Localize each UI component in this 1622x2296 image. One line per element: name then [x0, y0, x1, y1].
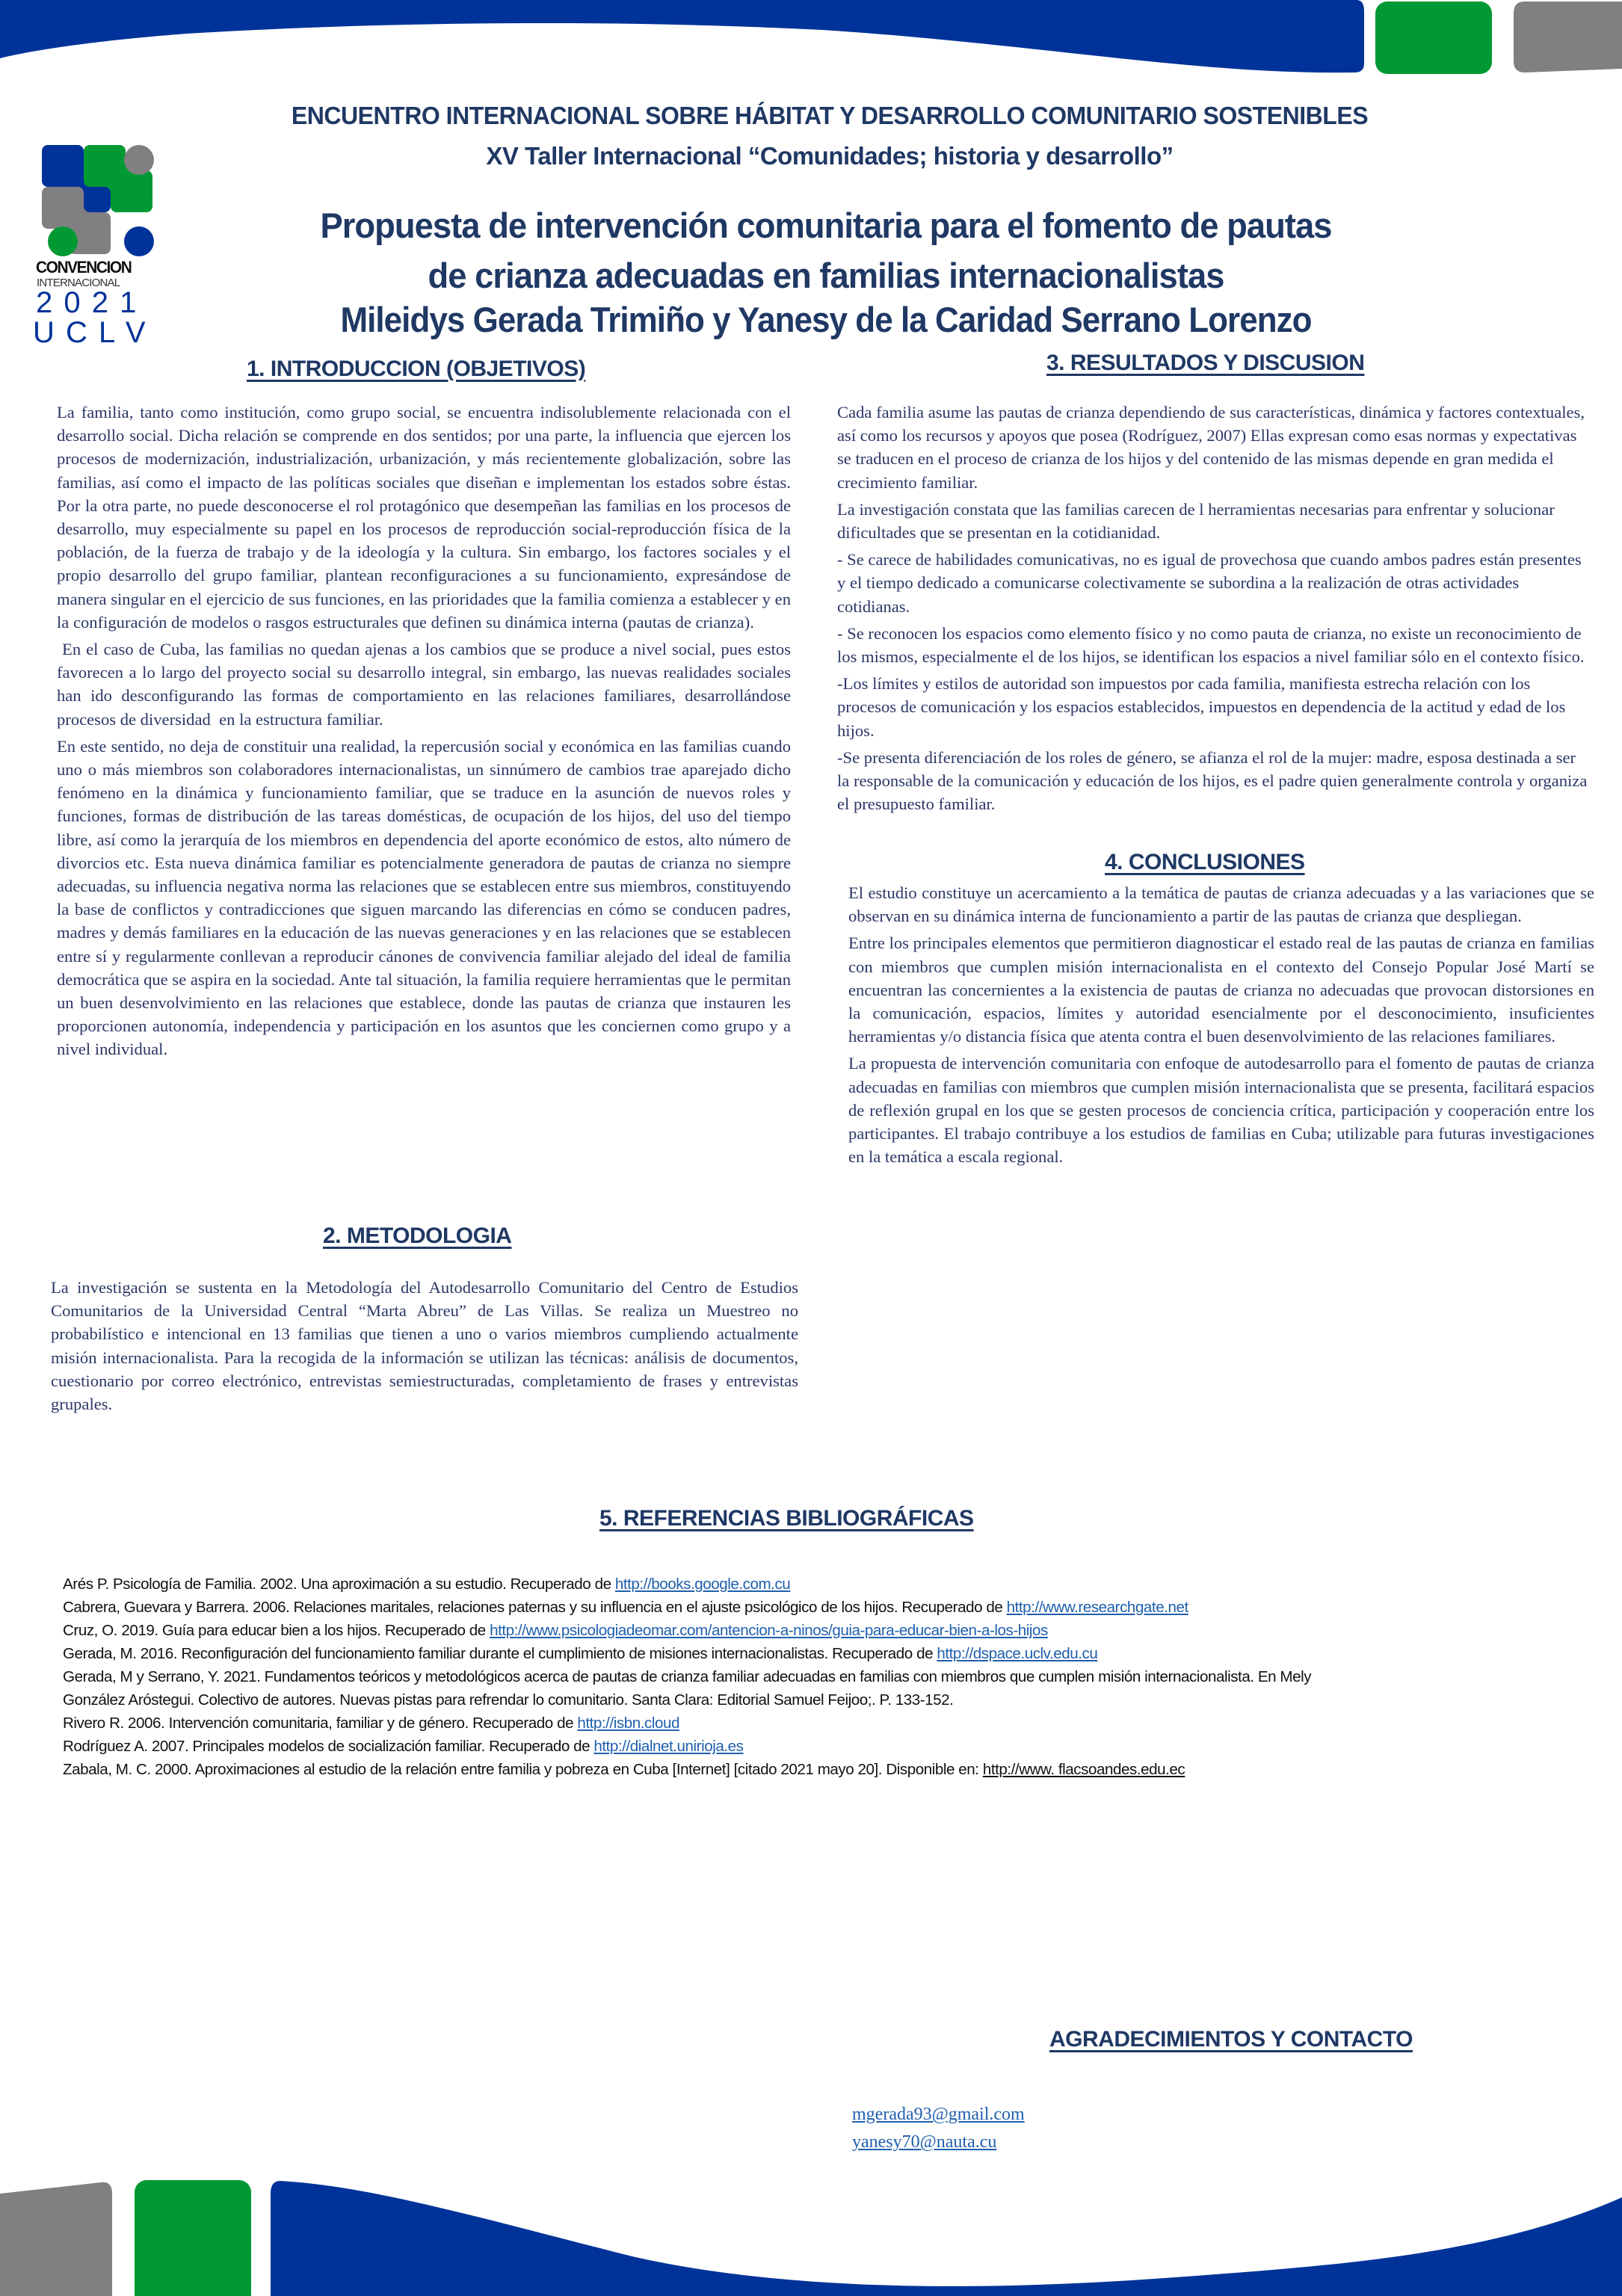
reference-link[interactable]: http://www.psicologiadeomar.com/antencion-a-ninos/guia-para-educar-bien-a-los-hijos	[490, 1622, 1048, 1639]
email-link[interactable]: yanesy70@nauta.cu	[852, 2132, 997, 2152]
top-green-block	[1375, 1, 1492, 74]
top-blue-wave	[0, 0, 1364, 72]
reference-link[interactable]: http://dialnet.unirioja.es	[593, 1738, 744, 1755]
intro-text	[57, 401, 795, 1065]
reference-item	[63, 1712, 1588, 1735]
logo-internacional: INTERNACIONAL	[37, 277, 120, 289]
intro-paragraph: La familia, tanto como institución, como grupo social, se encuentra indisolublemente relacionada con el desarrollo social. Dicha relación se comprende en dos sentidos; por una parte, la influencia que ejercen los procesos de modernización, industrialización, urbanización, y más recientemente globalización, sobre las familias, así como el impacto de las políticas sociales que diseñan e implementan los estados sobre éstas. Por la otra parte, no puede desconocerse el rol protagónico que desempeñan las familias en los procesos de desarrollo, muy especialmente su papel en los procesos de reproducción social-reproducción física de la población, de la fuerza de trabajo y de la ideología y la cultura. Sin embargo, los factores sociales y el propio desarrollo del grupo familiar, plantean reconfiguraciones a su funcionamiento, expresándose de manera singular en el ejercicio de sus funciones, en las prioridades que la familia comienza a establecer y en la configuración de modelos o rasgos estructurales que definen su dinámica interna (pautas de crianza).	[57, 403, 791, 632]
conclusions-paragraph: La propuesta de intervención comunitaria con enfoque de autodesarrollo para el fomento de pautas de crianza adecuadas en familias con miembros que cumplen misión internacionalista que se presenta, facilitará espacios de reflexión grupal en los que se gesten procesos de conciencia crítica, participación y cooperación entre los participantes. El trabajo contribuye a los estudios de familias en Cuba; utilizable para futuras investigaciones en la temática a escala regional.	[848, 1054, 1594, 1167]
results-paragraph: -Los límites y estilos de autoridad son impuestos por cada familia, manifiesta estrecha relación con los procesos de comunicación y los espacios establecidos, impuestos en dependencia de la actitud y edad de los hijos.	[837, 674, 1566, 740]
results-text	[837, 401, 1591, 819]
bottom-green-block	[135, 2180, 251, 2296]
email-link[interactable]: mgerada93@gmail.com	[852, 2105, 1025, 2124]
results-paragraph: La investigación constata que las familias carecen de l herramientas necesarias para enfrentar y solucionar dificultades que se presentan en la cotidianidad.	[837, 499, 1555, 543]
logo-uclv: U C L V	[33, 316, 147, 349]
reference-text: Zabala, M. C. 2000. Aproximaciones al estudio de la relación entre familia y pobreza en Cuba [Internet] [citado 2021 mayo 20]. Disponible en:	[63, 1761, 983, 1778]
methodology-paragraph: La investigación se sustenta en la Metodología del Autodesarrollo Comunitario del Centro de Estudios Comunitarios de la Universidad Central “Marta Abreu” de Las Villas. Se realiza un Muestreo no probabilístico e intencional en 13 familias que tienen a uno o varios miembros cumpliendo actualmente misión internacionalista. Para la recogida de la información se utilizan las técnicas: análisis de documentos, cuestionario por correo electrónico, entrevistas semiestructuradas, completamiento de frases y entrevistas grupales.	[51, 1278, 798, 1414]
reference-item	[63, 1619, 1588, 1642]
section-heading-conclusiones: 4. CONCLUSIONES	[1105, 850, 1305, 874]
bottom-banner	[0, 2167, 1622, 2296]
reference-text: Gerada, M. 2016. Reconfiguración del funcionamiento familiar durante el cumplimiento de misiones internacionalistas. Recuperado de	[63, 1645, 937, 1662]
section-heading-metodologia: 2. METODOLOGIA	[323, 1223, 512, 1248]
reference-item	[63, 1688, 1588, 1712]
section-heading-introduccion: 1. INTRODUCCION (OBJETIVOS)	[247, 357, 586, 381]
results-paragraph: Cada familia asume las pautas de crianza dependiendo de sus características, dinámica y factores contextuales, así como los recursos y apoyos que posea (Rodríguez, 2007) Ellas expresan como esas normas y expectativas se traducen en el proceso de crianza de los hijos y del contenido de las mismas depende en gran medida el crecimiento familiar.	[837, 403, 1585, 492]
section-heading-contacto: AGRADECIMIENTOS Y CONTACTO	[1049, 2027, 1413, 2052]
conclusions-paragraph: El estudio constituye un acercamiento a la temática de pautas de crianza adecuadas y a las variaciones que se observan en su dinámica interna de funcionamiento a partir de las pautas de crianza que despliegan.	[848, 883, 1594, 926]
poster-title-line1: Propuesta de intervención comunitaria para el fomento de pautas	[320, 206, 1332, 245]
intro-paragraph: En el caso de Cuba, las familias no quedan ajenas a los cambios que se produce a nivel social, pues estos favorecen a lo largo del proyecto social su desarrollo integral, sin embargo, las nuevas realidades sociales han ido desconfigurando las formas de comportamiento en las relaciones familiares, desarrollándose procesos de diversidad en la estructura familiar.	[57, 640, 795, 729]
reference-text: Arés P. Psicología de Familia. 2002. Una aproximación a su estudio. Recuperado de	[63, 1576, 615, 1593]
reference-text: Cabrera, Guevara y Barrera. 2006. Relaciones maritales, relaciones paternas y su influencia en el ajuste psicológico de los hijos. Recuperado de	[63, 1599, 1007, 1616]
reference-item	[63, 1758, 1588, 1781]
top-gray-block	[1514, 1, 1622, 72]
reference-item	[63, 1642, 1588, 1665]
results-paragraph: - Se reconocen los espacios como elemento físico y no como pauta de crianza, no existe un reconocimiento de los mismos, especialmente el de los hijos, se identifican los espacios a nivel familiar sólo en el contexto físico.	[837, 623, 1585, 667]
convention-logo	[30, 142, 164, 351]
results-paragraph: - Se carece de habilidades comunicativas, no es igual de provechosa que cuando ambos padres están presentes y el tiempo dedicado a comunicarse colectivamente se subordina a la realización de otras actividades cotidianas.	[837, 550, 1582, 616]
reference-link[interactable]: http://www. flacsoandes.edu.ec	[982, 1761, 1185, 1778]
logo-convencion: CONVENCION	[36, 258, 132, 277]
top-banner	[0, 0, 1622, 82]
logo-mark-icon	[36, 142, 170, 269]
bottom-gray-block	[0, 2182, 112, 2296]
methodology-text	[51, 1276, 798, 1419]
bottom-blue-wave	[271, 2181, 1622, 2296]
reference-text: Cruz, O. 2019. Guía para educar bien a los hijos. Recuperado de	[63, 1622, 490, 1639]
section-heading-resultados: 3. RESULTADOS Y DISCUSION	[1046, 351, 1365, 375]
section-heading-referencias: 5. REFERENCIAS BIBLIOGRÁFICAS	[599, 1506, 974, 1531]
reference-text: Rivero R. 2006. Intervención comunitaria, familiar y de género. Recuperado de	[63, 1715, 578, 1732]
poster-authors: Mileidys Gerada Trimiño y Yanesy de la Caridad Serrano Lorenzo	[340, 300, 1312, 339]
conclusions-paragraph: Entre los principales elementos que permitieron diagnosticar el estado real de las pautas de crianza en familias con miembros que cumplen misión internacionalista en el contexto del Consejo Popular José Martí se encuentran las concernientes a la existencia de pautas de crianza no adecuadas que provocan distorsiones en la comunicación, espacios, límites y autoridad esencialmente por el desconocimiento, insuficientes herramientas y/o distancia física que atenta contra el buen desenvolvimiento de las relaciones familiares.	[848, 933, 1594, 1046]
results-paragraph: -Se presenta diferenciación de los roles de género, se afianza el rol de la mujer: madre, esposa destinada a ser la responsable de la comunicación y educación de los hijos, es el padre quien generalmente controla y organiza el presupuesto familiar.	[837, 747, 1588, 814]
intro-paragraph: En este sentido, no deja de constituir una realidad, la repercusión social y económica en las familias cuando uno o más miembros son colaboradores internacionalistas, un sinnúmero de cambios trae aparejado dicho fenómeno en la dinámica y funcionamiento familiar, que se traduce en la asunción de nuevos roles y funciones, formas de distribución de las tareas domésticas, de ocupación de los hijos, del uso del tiempo libre, así como la jerarquía de los miembros en dependencia del aporte económico de estos, alto número de divorcios etc. Esta nueva dinámica familiar es potencialmente generadora de pautas de crianza no siempre adecuadas, su influencia negativa norma las relaciones que se establecen entre sus miembros, constituyendo la base de conflictos y contradicciones que siguen marcando las diferencias en cómo se conducen padres, madres y demás familiares en la educación de las nuevas generaciones y en las relaciones que se establecen entre sí y regularmente conllevan a reproducir cánones de convivencia familiar alejado del ideal de familia democrática que se aspira en la sociedad. Ante tal situación, la familia requiere herramientas que le permitan un buen desenvolvimiento en las relaciones que establece, donde las pautas de crianza que instauren les proporcionen autonomía, independencia y participación en los asuntos que les conciernen como grupo y a nivel individual.	[57, 736, 791, 1059]
event-title: ENCUENTRO INTERNACIONAL SOBRE HÁBITAT Y DESARROLLO COMUNITARIO SOSTENIBLES	[291, 102, 1369, 129]
reference-text: González Aróstegui. Colectivo de autores. Nuevas pistas para refrendar lo comunitario. Santa Clara: Editorial Samuel Feijoo;. P. 133-152.	[63, 1691, 954, 1709]
conclusions-text	[848, 881, 1594, 1172]
reference-item	[63, 1735, 1588, 1758]
reference-item	[63, 1573, 1588, 1596]
reference-item	[63, 1596, 1588, 1619]
references-list	[63, 1573, 1588, 1781]
reference-link[interactable]: http://dspace.uclv.edu.cu	[937, 1645, 1098, 1662]
poster-title-line2: de crianza adecuadas en familias internacionalistas	[428, 256, 1224, 295]
reference-link[interactable]: http://books.google.com.cu	[614, 1576, 791, 1593]
logo-year: 2 0 2 1	[36, 286, 138, 319]
reference-item	[63, 1665, 1588, 1688]
reference-link[interactable]: http://isbn.cloud	[577, 1715, 679, 1732]
reference-text: Rodríguez A. 2007. Principales modelos de socialización familiar. Recuperado de	[63, 1738, 594, 1755]
reference-text: Gerada, M y Serrano, Y. 2021. Fundamentos teóricos y metodológicos acerca de pautas de crianza familiar adecuadas en familias con miembros que cumplen misión internacionalista. En Mely	[63, 1668, 1312, 1685]
workshop-title: XV Taller Internacional “Comunidades; historia y desarrollo”	[486, 142, 1174, 170]
reference-link[interactable]: http://www.researchgate.net	[1006, 1599, 1188, 1616]
